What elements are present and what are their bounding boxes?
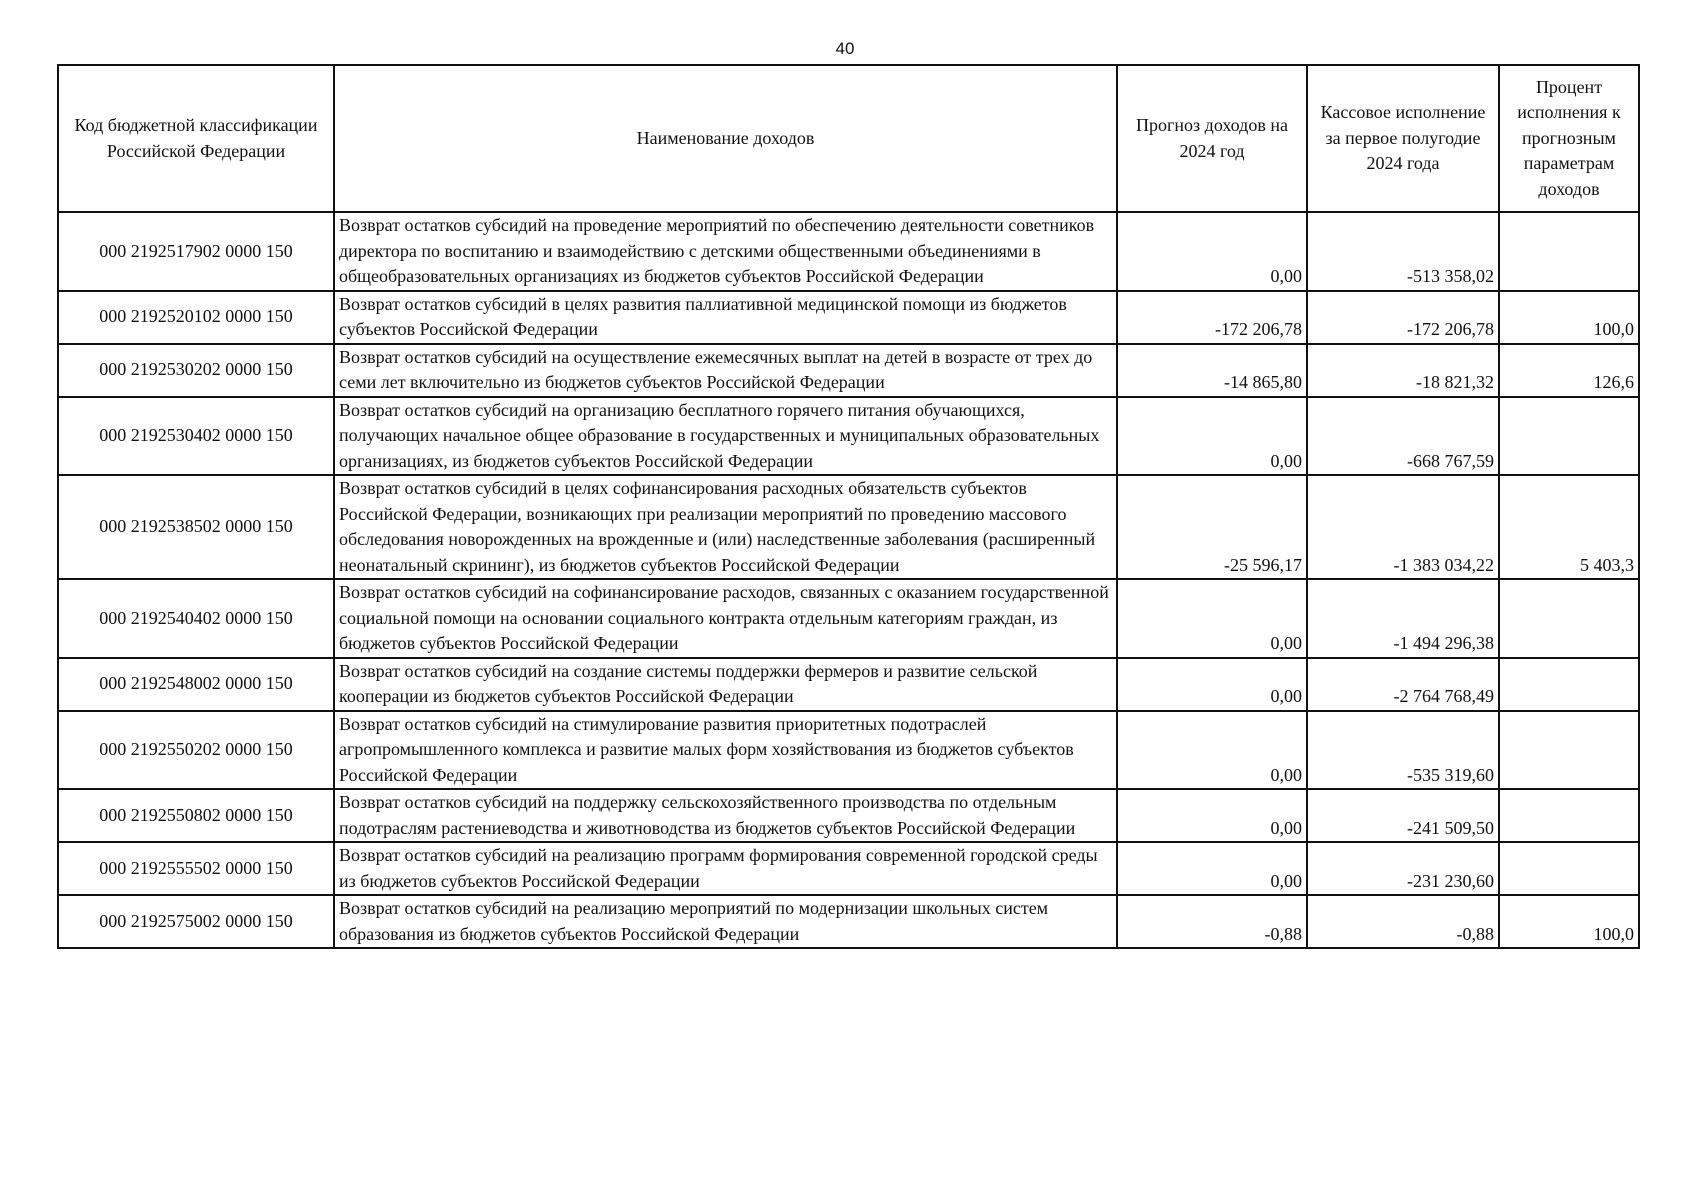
table-row (58, 658, 1639, 711)
header-forecast-2024: Прогноз доходов на 2024 год (1117, 65, 1307, 212)
execution-percent-cell (1499, 711, 1639, 790)
budget-code-cell: 000 2192520102 0000 150 (58, 291, 334, 344)
cash-execution-cell: -513 358,02 (1307, 212, 1499, 291)
revenue-name-cell: Возврат остатков субсидий на поддержку сельскохозяйственного производства по отдельным подотраслям растениеводства и животноводства из бюджетов субъектов Российской Федерации (334, 789, 1117, 842)
table-row (58, 895, 1639, 948)
forecast-cell: -25 596,17 (1117, 475, 1307, 579)
table-row (58, 397, 1639, 476)
revenue-name-cell: Возврат остатков субсидий на реализацию программ формирования современной городской среды из бюджетов субъектов Российской Федерации (334, 842, 1117, 895)
budget-code-cell: 000 2192550202 0000 150 (58, 711, 334, 790)
revenue-name-cell: Возврат остатков субсидий в целях развития паллиативной медицинской помощи из бюджетов субъектов Российской Федерации (334, 291, 1117, 344)
header-revenue-name: Наименование доходов (334, 65, 1117, 212)
execution-percent-cell (1499, 212, 1639, 291)
forecast-cell: -172 206,78 (1117, 291, 1307, 344)
table-row (58, 291, 1639, 344)
table-row (58, 842, 1639, 895)
execution-percent-cell (1499, 789, 1639, 842)
table-row (58, 579, 1639, 658)
cash-execution-cell: -18 821,32 (1307, 344, 1499, 397)
forecast-cell: 0,00 (1117, 397, 1307, 476)
budget-code-cell: 000 2192540402 0000 150 (58, 579, 334, 658)
execution-percent-cell: 5 403,3 (1499, 475, 1639, 579)
cash-execution-cell: -668 767,59 (1307, 397, 1499, 476)
cash-execution-cell: -231 230,60 (1307, 842, 1499, 895)
forecast-cell: 0,00 (1117, 212, 1307, 291)
cash-execution-cell: -2 764 768,49 (1307, 658, 1499, 711)
table-row (58, 711, 1639, 790)
cash-execution-cell: -1 383 034,22 (1307, 475, 1499, 579)
revenue-name-cell: Возврат остатков субсидий на проведение мероприятий по обеспечению деятельности советников директора по воспитанию и взаимодействию с детскими общественными объединениями в общеобразовательных организациях из бюджетов субъектов Российской Федерации (334, 212, 1117, 291)
budget-revenue-table (57, 64, 1640, 949)
forecast-cell: 0,00 (1117, 579, 1307, 658)
table-row (58, 344, 1639, 397)
revenue-name-cell: Возврат остатков субсидий на организацию бесплатного горячего питания обучающихся, получающих начальное общее образование в государственных и муниципальных образовательных организациях, из бюджетов субъектов Российской Федерации (334, 397, 1117, 476)
header-execution-percent: Процент исполнения к прогнозным параметрам доходов (1499, 65, 1639, 212)
budget-code-cell: 000 2192517902 0000 150 (58, 212, 334, 291)
cash-execution-cell: -172 206,78 (1307, 291, 1499, 344)
execution-percent-cell (1499, 579, 1639, 658)
forecast-cell: -0,88 (1117, 895, 1307, 948)
revenue-name-cell: Возврат остатков субсидий на создание системы поддержки фермеров и развитие сельской кооперации из бюджетов субъектов Российской Федерации (334, 658, 1117, 711)
forecast-cell: -14 865,80 (1117, 344, 1307, 397)
execution-percent-cell (1499, 842, 1639, 895)
budget-code-cell: 000 2192538502 0000 150 (58, 475, 334, 579)
table-row (58, 789, 1639, 842)
header-row (58, 65, 1639, 212)
table-header (58, 65, 1639, 212)
execution-percent-cell: 100,0 (1499, 895, 1639, 948)
execution-percent-cell (1499, 658, 1639, 711)
page-number: 40 (835, 39, 855, 58)
table-row (58, 212, 1639, 291)
table-body (58, 212, 1639, 948)
budget-code-cell: 000 2192550802 0000 150 (58, 789, 334, 842)
forecast-cell: 0,00 (1117, 658, 1307, 711)
budget-code-cell: 000 2192555502 0000 150 (58, 842, 334, 895)
revenue-name-cell: Возврат остатков субсидий на осуществление ежемесячных выплат на детей в возрасте от трех до семи лет включительно из бюджетов субъектов Российской Федерации (334, 344, 1117, 397)
header-cash-execution: Кассовое исполнение за первое полугодие 2024 года (1307, 65, 1499, 212)
table-row (58, 475, 1639, 579)
budget-code-cell: 000 2192575002 0000 150 (58, 895, 334, 948)
cash-execution-cell: -1 494 296,38 (1307, 579, 1499, 658)
budget-code-cell: 000 2192530202 0000 150 (58, 344, 334, 397)
revenue-name-cell: Возврат остатков субсидий на реализацию мероприятий по модернизации школьных систем образования из бюджетов субъектов Российской Федерации (334, 895, 1117, 948)
cash-execution-cell: -0,88 (1307, 895, 1499, 948)
forecast-cell: 0,00 (1117, 842, 1307, 895)
cash-execution-cell: -241 509,50 (1307, 789, 1499, 842)
cash-execution-cell: -535 319,60 (1307, 711, 1499, 790)
execution-percent-cell: 126,6 (1499, 344, 1639, 397)
revenue-name-cell: Возврат остатков субсидий на стимулирование развития приоритетных подотраслей агропромышленного комплекса и развитие малых форм хозяйствования из бюджетов субъектов Российской Федерации (334, 711, 1117, 790)
forecast-cell: 0,00 (1117, 789, 1307, 842)
budget-code-cell: 000 2192530402 0000 150 (58, 397, 334, 476)
revenue-name-cell: Возврат остатков субсидий в целях софинансирования расходных обязательств субъектов Российской Федерации, возникающих при реализации мероприятий по проведению массового обследования новорожденных на врожденные и (или) наследственные заболевания (расширенный неонатальный скрининг), из бюджетов субъектов Российской Федерации (334, 475, 1117, 579)
execution-percent-cell: 100,0 (1499, 291, 1639, 344)
forecast-cell: 0,00 (1117, 711, 1307, 790)
execution-percent-cell (1499, 397, 1639, 476)
budget-code-cell: 000 2192548002 0000 150 (58, 658, 334, 711)
revenue-name-cell: Возврат остатков субсидий на софинансирование расходов, связанных с оказанием государственной социальной помощи на основании социального контракта отдельным категориям граждан, из бюджетов субъектов Российской Федерации (334, 579, 1117, 658)
header-budget-code: Код бюджетной классификации Российской Федерации (58, 65, 334, 212)
